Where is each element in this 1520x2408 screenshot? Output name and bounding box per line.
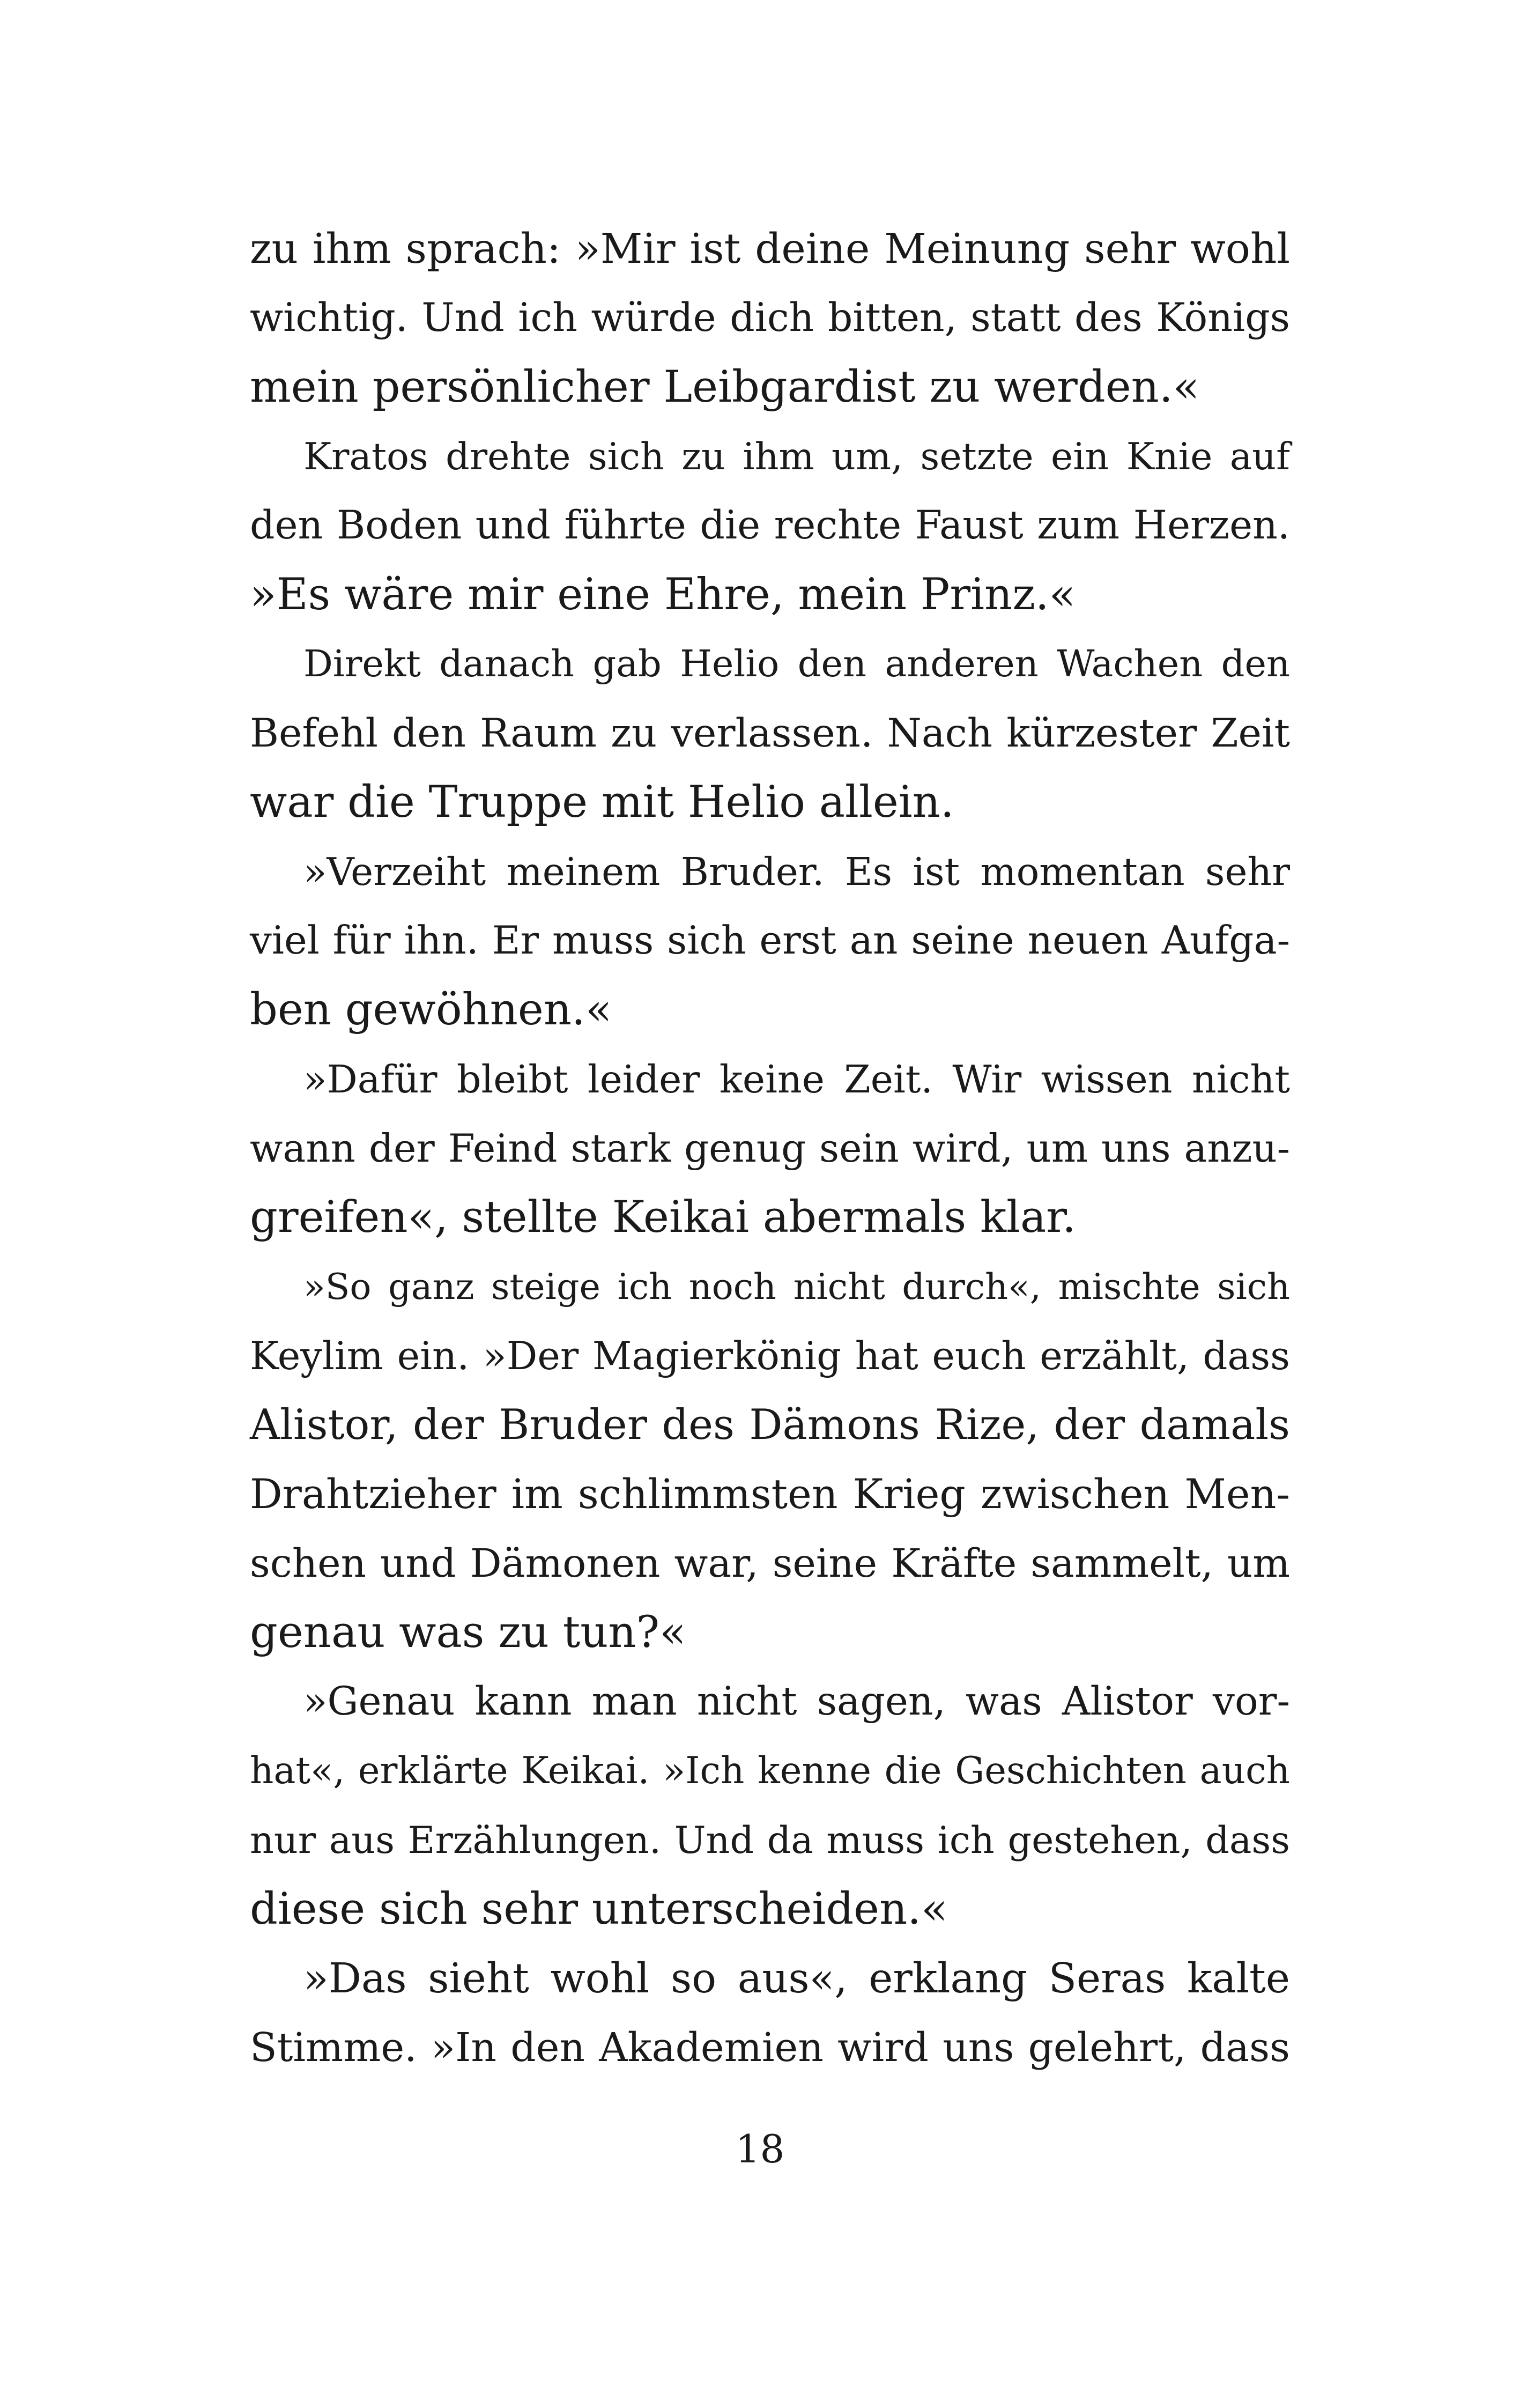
text-line: Keylim ein. »Der Magierkönig hat euch erzählt, dass — [250, 1333, 1290, 1378]
text-line: zu ihm sprach: »Mir ist deine Meinung sehr wohl — [250, 225, 1290, 273]
text-line: diese sich sehr unterscheiden.« — [250, 1884, 948, 1934]
text-line: Direkt danach gab Helio den anderen Wachen den — [303, 643, 1290, 685]
text-line: »Dafür bleibt leider keine Zeit. Wir wissen nicht — [303, 1057, 1290, 1102]
text-line: schen und Dämonen war, seine Kräfte sammelt, um — [250, 1541, 1290, 1586]
text-line: »So ganz steige ich noch nicht durch«, mischte sich — [303, 1266, 1290, 1308]
text-line: Drahtzieher im schlimmsten Krieg zwischen Men- — [250, 1471, 1290, 1518]
text-line: wann der Feind stark genug sein wird, um uns anzu- — [250, 1126, 1290, 1171]
body-text — [250, 215, 1290, 2082]
text-line: »Es wäre mir eine Ehre, mein Prinz.« — [250, 570, 1076, 620]
text-line: greifen«, stellte Keikai abermals klar. — [250, 1192, 1076, 1243]
text-line: nur aus Erzählungen. Und da muss ich gestehen, dass — [250, 1819, 1290, 1862]
text-line: den Boden und führte die rechte Faust zum Herzen. — [250, 503, 1290, 548]
text-line: ben gewöhnen.« — [250, 985, 612, 1035]
page-number: 18 — [735, 2126, 785, 2171]
text-line: Stimme. »In den Akademien wird uns gelehrt, dass — [250, 2025, 1290, 2071]
text-line: »Das sieht wohl so aus«, erklang Seras kalte — [303, 1955, 1290, 2003]
text-line: genau was zu tun?« — [250, 1607, 686, 1658]
text-line: hat«, erklärte Keikai. »Ich kenne die Geschichten auch — [250, 1749, 1290, 1792]
text-line: viel für ihn. Er muss sich erst an seine neuen Aufga- — [250, 918, 1290, 963]
text-line: »Verzeiht meinem Bruder. Es ist momentan sehr — [303, 850, 1290, 894]
text-line: war die Truppe mit Helio allein. — [250, 777, 954, 828]
text-line: »Genau kann man nicht sagen, was Alistor vor- — [303, 1679, 1290, 1724]
text-line: mein persönlicher Leibgardist zu werden.« — [250, 362, 1200, 412]
text-line: Befehl den Raum zu verlassen. Nach kürzester Zeit — [250, 711, 1290, 756]
text-line: Alistor, der Bruder des Dämons Rize, der damals — [250, 1401, 1290, 1449]
text-line: Kratos drehte sich zu ihm um, setzte ein Knie auf — [303, 435, 1290, 478]
text-line: wichtig. Und ich würde dich bitten, statt des Königs — [250, 296, 1290, 341]
